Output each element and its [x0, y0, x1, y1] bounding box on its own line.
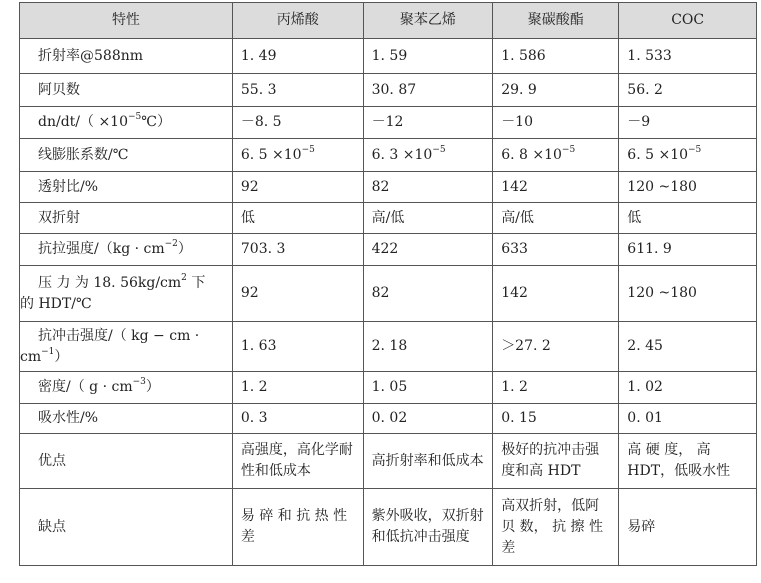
property-cell: 阿贝数	[20, 74, 233, 107]
property-text: 下	[186, 274, 206, 291]
value-cell: －8. 5	[232, 107, 363, 139]
value-cell	[619, 139, 757, 172]
exponent: −5	[301, 144, 315, 155]
property-cell: 折射率@588nm	[20, 39, 233, 74]
value-cell	[493, 139, 619, 172]
value-cell: 高折射率和低成本	[363, 434, 493, 489]
property-text: 抗拉强度/（kg · cm	[38, 241, 165, 257]
value-cell: 0. 15	[493, 404, 619, 434]
table-row	[20, 139, 757, 172]
value-cell: 0. 3	[232, 404, 363, 434]
table-row	[20, 489, 757, 566]
table-row	[20, 107, 757, 139]
exponent: −5	[688, 144, 702, 155]
value-cell: －10	[493, 107, 619, 139]
value-base: 6. 5 ×10	[627, 146, 689, 163]
header-polycarbonate: 聚碳酸酯	[493, 3, 619, 39]
value-cell	[363, 139, 493, 172]
value-cell: 高双折射，低阿 贝 数， 抗 擦 性差	[493, 489, 619, 566]
value-base: 6. 3 ×10	[371, 146, 433, 163]
value-cell: 1. 05	[363, 372, 493, 404]
value-cell: 611. 9	[619, 234, 757, 266]
value-cell: 92	[232, 266, 363, 322]
property-text: ）	[145, 379, 160, 395]
value-cell: 703. 3	[232, 234, 363, 266]
header-property: 特性	[20, 3, 233, 39]
value-cell: 低	[232, 203, 363, 234]
value-cell: 易 碎 和 抗 热 性差	[232, 489, 363, 566]
property-text: dn/dt/（ ×10	[38, 114, 128, 130]
table-row	[20, 372, 757, 404]
header-coc: COC	[619, 3, 757, 39]
value-cell: 高 硬 度， 高 HDT，低吸水性	[619, 434, 757, 489]
property-text: 压 力 为 18. 56kg/cm	[38, 274, 182, 291]
table-row	[20, 266, 757, 322]
value-cell: 120 ~180	[619, 172, 757, 203]
value-cell: 1. 63	[232, 322, 363, 372]
value-cell: 1. 586	[493, 39, 619, 74]
value-base: 6. 5 ×10	[240, 146, 302, 163]
exponent: −1	[41, 346, 55, 357]
value-cell: 0. 02	[363, 404, 493, 434]
property-cell: 透射比/%	[20, 172, 233, 203]
property-text: 抗冲击强度/（ kg − cm ·	[38, 327, 200, 344]
table-row	[20, 39, 757, 74]
value-cell: 高/低	[493, 203, 619, 234]
header-row	[20, 3, 757, 39]
value-cell: －9	[619, 107, 757, 139]
property-text: ）	[54, 348, 69, 365]
value-cell: 30. 87	[363, 74, 493, 107]
property-cell	[20, 322, 233, 372]
property-cell: 双折射	[20, 203, 233, 234]
value-cell: 82	[363, 172, 493, 203]
property-text: 密度/（ g · cm	[38, 379, 133, 395]
property-text: cm	[20, 348, 42, 365]
exponent: −5	[432, 144, 446, 155]
table-row	[20, 234, 757, 266]
value-cell: 142	[493, 266, 619, 322]
value-cell: ＞27. 2	[493, 322, 619, 372]
exponent: −3	[132, 377, 146, 388]
value-cell: 633	[493, 234, 619, 266]
exponent: −5	[561, 144, 576, 155]
value-cell: 1. 59	[363, 39, 493, 74]
value-cell: 1. 49	[232, 39, 363, 74]
value-cell: 422	[363, 234, 493, 266]
value-cell: 极好的抗冲击强度和高 HDT	[493, 434, 619, 489]
value-cell: 0. 01	[619, 404, 757, 434]
table-row	[20, 172, 757, 203]
value-cell: 92	[232, 172, 363, 203]
value-cell: 120 ~180	[619, 266, 757, 322]
property-cell: 吸水性/%	[20, 404, 233, 434]
property-cell: 线膨胀系数/℃	[20, 139, 233, 172]
value-cell: 56. 2	[619, 74, 757, 107]
value-cell: 55. 3	[232, 74, 363, 107]
property-cell	[20, 107, 233, 139]
property-text: ℃）	[141, 114, 171, 130]
value-cell: 1. 2	[493, 372, 619, 404]
table-row	[20, 322, 757, 372]
table-row	[20, 404, 757, 434]
value-cell: 高强度，高化学耐性和低成本	[232, 434, 363, 489]
value-cell: 1. 02	[619, 372, 757, 404]
property-text: ）	[177, 241, 192, 257]
value-cell: 1. 2	[232, 372, 363, 404]
exponent: 2	[181, 272, 187, 283]
value-cell	[232, 139, 363, 172]
property-cell: 优点	[20, 434, 233, 489]
value-base: 6. 8 ×10	[501, 146, 562, 163]
properties-table	[19, 2, 757, 566]
value-cell: 1. 533	[619, 39, 757, 74]
value-cell: 紫外吸收，双折射和低抗冲击强度	[363, 489, 493, 566]
exponent: −5	[128, 112, 142, 123]
property-cell	[20, 234, 233, 266]
value-cell: 142	[493, 172, 619, 203]
value-cell: 易碎	[619, 489, 757, 566]
value-cell: 2. 18	[363, 322, 493, 372]
value-cell: 低	[619, 203, 757, 234]
property-text: 的 HDT/℃	[20, 295, 92, 312]
table-row	[20, 74, 757, 107]
value-cell: －12	[363, 107, 493, 139]
table-row	[20, 434, 757, 489]
property-cell	[20, 266, 233, 322]
table-row	[20, 203, 757, 234]
value-cell: 高/低	[363, 203, 493, 234]
header-polystyrene: 聚苯乙烯	[363, 3, 493, 39]
exponent: −2	[164, 239, 178, 250]
property-cell	[20, 372, 233, 404]
header-acrylic: 丙烯酸	[232, 3, 363, 39]
value-cell: 2. 45	[619, 322, 757, 372]
value-cell: 29. 9	[493, 74, 619, 107]
property-cell: 缺点	[20, 489, 233, 566]
value-cell: 82	[363, 266, 493, 322]
